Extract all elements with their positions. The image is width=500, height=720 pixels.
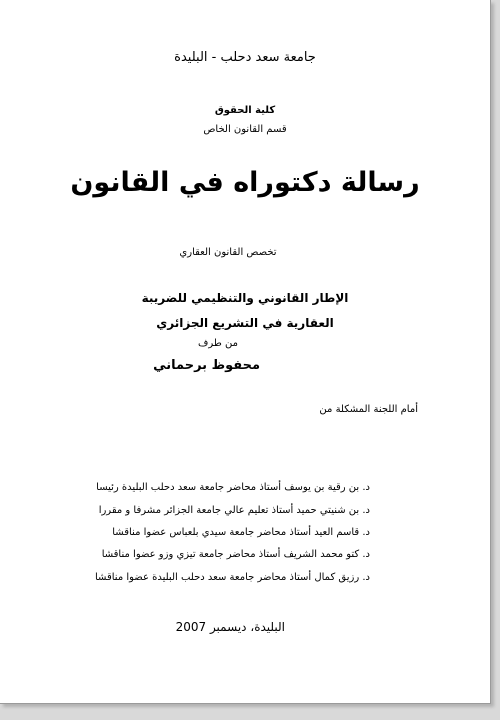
thesis-title-line-1: الإطار القانوني والتنظيمي للضريبة <box>141 291 349 305</box>
committee-member: د. قاسم العيد أستاذ محاضر جامعة سيدي بلعباس عضوا مناقشا <box>112 527 370 538</box>
author-name: محفوظ برحماني <box>153 358 260 373</box>
committee-member: د. بن شنيتي حميد أستاذ تعليم عالي جامعة الجزائر مشرفا و مقررا <box>98 505 370 516</box>
university-name: جامعة سعد دحلب - البليدة <box>174 50 316 65</box>
committee-heading: أمام اللجنة المشكلة من <box>319 404 418 415</box>
by-label: من طرف <box>198 338 238 349</box>
department-name: قسم القانون الخاص <box>203 124 287 135</box>
specialty: تخصص القانون العقاري <box>179 247 277 258</box>
faculty-name: كلية الحقوق <box>214 105 276 116</box>
place-date: البليدة، ديسمبر 2007 <box>175 620 285 634</box>
committee-member: د. كتو محمد الشريف أستاذ محاضر جامعة تيزي وزو عضوا مناقشا <box>101 549 370 560</box>
thesis-title-line-2: العقارية في التشريع الجزائري <box>156 316 334 330</box>
page-title: رسالة دكتوراه في القانون <box>70 167 420 198</box>
committee-member: د. بن رقية بن يوسف أستاذ محاضر جامعة سعد دحلب البليدة رئيسا <box>96 482 370 493</box>
committee-member: د. رزيق كمال أستاذ محاضر جامعة سعد دحلب البليدة عضوا مناقشا <box>95 572 370 583</box>
